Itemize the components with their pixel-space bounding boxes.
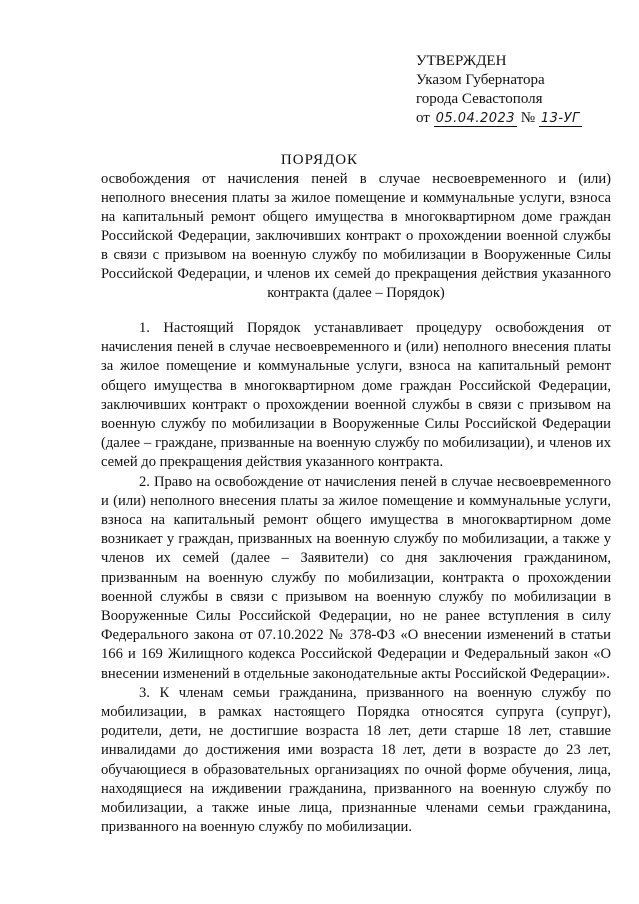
document-subtitle: освобождения от начисления пеней в случае несвоевременного и (или) неполного внесения платы за жилое помещение и коммунальные услуги, взноса на капитальный ремонт общего имущества в многоквартирном доме граждан Российской Федерации, заключивших контракт о прохождении военной службы в связи с призывом на военную службу по мобилизации в Вооруженные Силы Российской Федерации, и членов их семей до прекращения действия указанного контракта (далее – Порядок) [101, 171, 611, 301]
date-prefix: от [416, 110, 430, 126]
handwritten-number: 13-УГ [540, 111, 580, 126]
paragraph-3: 3. К членам семьи гражданина, призванного на военную службу по мобилизации, в рамках настоящего Порядка относятся супруга (супруг), родители, дети, не достигшие возраста 18 лет, дети старше 18 лет, ставшие инвалидами до достижения ими возраста 18 лет, дети в возрасте до 23 лет, обучающиеся в образовательных организациях по очной форме обучения, лица, находящиеся на иждивении гражданина, призванного на военную службу по мобилизации, а также иные лица, признанные членами семьи гражданина, призванного на военную службу по мобилизации. [101, 684, 611, 836]
approval-line-decree: Указом Губернатора [416, 72, 545, 88]
paragraph-2: 2. Право на освобождение от начисления пеней в случае несвоевременного и (или) неполного внесения платы за жилое помещение и коммунальные услуги, взноса на капитальный ремонт общего имущества в многоквартирном доме возникает у граждан, призванных на военную службу по мобилизации, а также у членов их семей (далее – Заявители) со дня заключения гражданином, призванным на военную службу по мобилизации, контракта о прохождении военной службы в связи с призывом на военную службу по мобилизации в Вооруженные Силы Российской Федерации, но не ранее вступления в силу Федерального закона от 07.10.2022 № 378-ФЗ «О внесении изменений в статьи 166 и 169 Жилищного кодекса Российской Федерации и Федеральный закон «О внесении изменений в отдельные законодательные акты Российской Федерации». [101, 473, 611, 682]
handwritten-date: 05.04.2023 [435, 111, 516, 126]
document-title: ПОРЯДОК [280, 152, 359, 168]
approval-date-line [416, 109, 582, 128]
paragraph-1: 1. Настоящий Порядок устанавливает процедуру освобождения от начисления пеней в случае несвоевременного и (или) неполного внесения платы за жилое помещение и коммунальные услуги, взноса на капитальный ремонт общего имущества в многоквартирном доме граждан Российской Федерации, заключивших контракт о прохождении военной службы в связи с призывом на военную службу по мобилизации в Вооруженные Силы Российской Федерации (далее – граждане, призванные на военную службу по мобилизации), и членов их семей до прекращения действия указанного контракта. [101, 320, 611, 471]
approval-line-approved: УТВЕРЖДЕН [416, 53, 507, 69]
approval-line-city: города Севастополя [416, 91, 543, 107]
approval-stamp [416, 52, 582, 128]
number-prefix: № [520, 110, 536, 126]
document-body [101, 319, 611, 837]
